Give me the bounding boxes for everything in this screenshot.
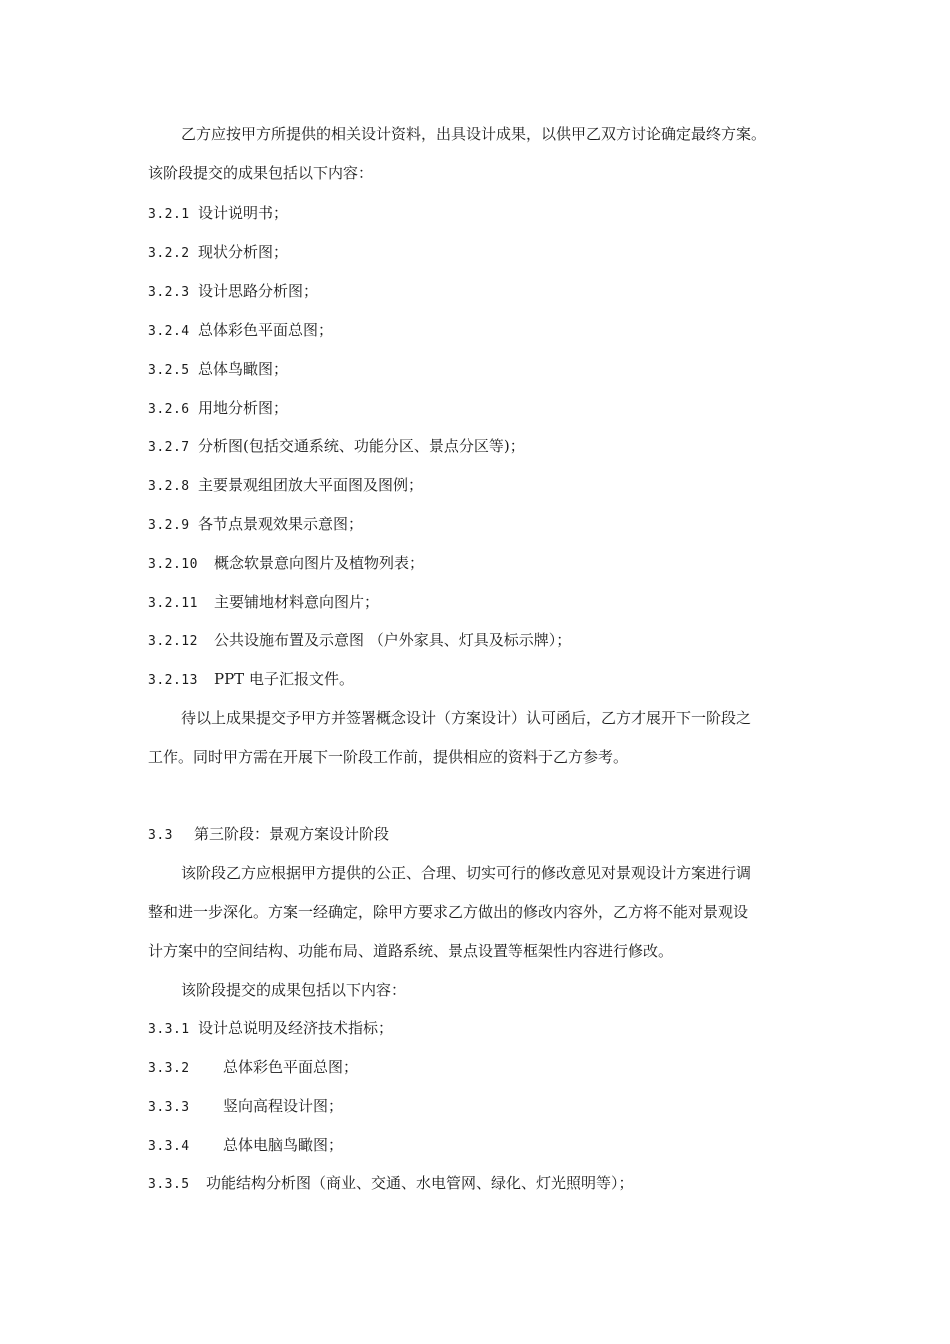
item-text: 总体彩色平面总图； <box>198 321 334 339</box>
list-item <box>148 1057 358 1079</box>
item-text: 总体电脑鸟瞰图； <box>223 1136 344 1154</box>
list-item <box>148 669 354 691</box>
list-item <box>148 630 571 652</box>
item-text: 设计思路分析图； <box>198 282 319 300</box>
item-text: 分析图(包括交通系统、功能分区、景点分区等)； <box>198 437 525 455</box>
item-number: 3.2.10 <box>148 557 198 572</box>
list-item <box>148 1173 634 1195</box>
item-text: 竖向高程设计图； <box>223 1097 344 1115</box>
item-number: 3.2.4 <box>148 324 190 339</box>
list-item <box>148 398 288 420</box>
item-text: 功能结构分析图（商业、交通、水电管网、绿化、灯光照明等）； <box>206 1174 634 1192</box>
paragraph-line: 该阶段提交的成果包括以下内容： <box>181 981 407 999</box>
paragraph-line: 该阶段乙方应根据甲方提供的公正、合理、切实可行的修改意见对景观设计方案进行调 <box>181 864 752 882</box>
item-text: 现状分析图； <box>198 243 289 261</box>
item-text: 主要铺地材料意向图片； <box>214 593 380 611</box>
item-number: 3.2.2 <box>148 246 190 261</box>
item-text: 公共设施布置及示意图 （户外家具、灯具及标示牌）； <box>214 631 572 649</box>
list-item <box>148 475 423 497</box>
item-number: 3.2.6 <box>148 402 190 417</box>
list-item <box>148 1135 343 1157</box>
section-title: 第三阶段：景观方案设计阶段 <box>194 825 390 843</box>
list-item <box>148 1096 343 1118</box>
list-item <box>148 359 288 381</box>
item-number: 3.3.2 <box>148 1061 190 1076</box>
item-text: 设计总说明及经济技术指标； <box>198 1019 394 1037</box>
paragraph-line: 整和进一步深化。方案一经确定，除甲方要求乙方做出的修改内容外，乙方将不能对景观设 <box>148 903 749 921</box>
item-text: 各节点景观效果示意图； <box>198 515 364 533</box>
section-number: 3.3 <box>148 828 173 843</box>
item-text: 设计说明书； <box>198 204 289 222</box>
paragraph-line: 乙方应按甲方所提供的相关设计资料，出具设计成果，以供甲乙双方讨论确定最终方案。 <box>181 125 767 143</box>
item-text: 主要景观组团放大平面图及图例； <box>198 476 424 494</box>
item-number: 3.2.8 <box>148 479 190 494</box>
item-number: 3.2.11 <box>148 596 198 611</box>
list-item <box>148 320 333 342</box>
list-item <box>148 514 363 536</box>
list-item <box>148 203 288 225</box>
item-number: 3.2.5 <box>148 363 190 378</box>
item-number: 3.3.4 <box>148 1139 190 1154</box>
paragraph-line: 待以上成果提交予甲方并签署概念设计（方案设计）认可函后，乙方才展开下一阶段之 <box>181 709 752 727</box>
paragraph-line: 该阶段提交的成果包括以下内容： <box>148 164 374 182</box>
item-text: 总体鸟瞰图； <box>198 360 289 378</box>
list-item <box>148 242 288 264</box>
item-text: 概念软景意向图片及植物列表； <box>214 554 425 572</box>
item-number: 3.2.7 <box>148 440 190 455</box>
section-heading <box>148 824 389 846</box>
item-text: PPT 电子汇报文件。 <box>214 670 354 688</box>
item-text: 用地分析图； <box>198 399 289 417</box>
item-number: 3.2.13 <box>148 673 198 688</box>
item-number: 3.3.5 <box>148 1177 190 1192</box>
item-number: 3.2.3 <box>148 285 190 300</box>
item-text: 总体彩色平面总图； <box>223 1058 359 1076</box>
item-number: 3.2.1 <box>148 207 190 222</box>
item-number: 3.2.9 <box>148 518 190 533</box>
list-item <box>148 436 525 458</box>
list-item <box>148 592 379 614</box>
list-item <box>148 281 318 303</box>
item-number: 3.2.12 <box>148 634 198 649</box>
item-number: 3.3.3 <box>148 1100 190 1115</box>
paragraph-line: 工作。同时甲方需在开展下一阶段工作前，提供相应的资料于乙方参考。 <box>148 748 629 766</box>
item-number: 3.3.1 <box>148 1022 190 1037</box>
list-item <box>148 553 424 575</box>
list-item <box>148 1018 393 1040</box>
paragraph-line: 计方案中的空间结构、功能布局、道路系统、景点设置等框架性内容进行修改。 <box>148 942 674 960</box>
